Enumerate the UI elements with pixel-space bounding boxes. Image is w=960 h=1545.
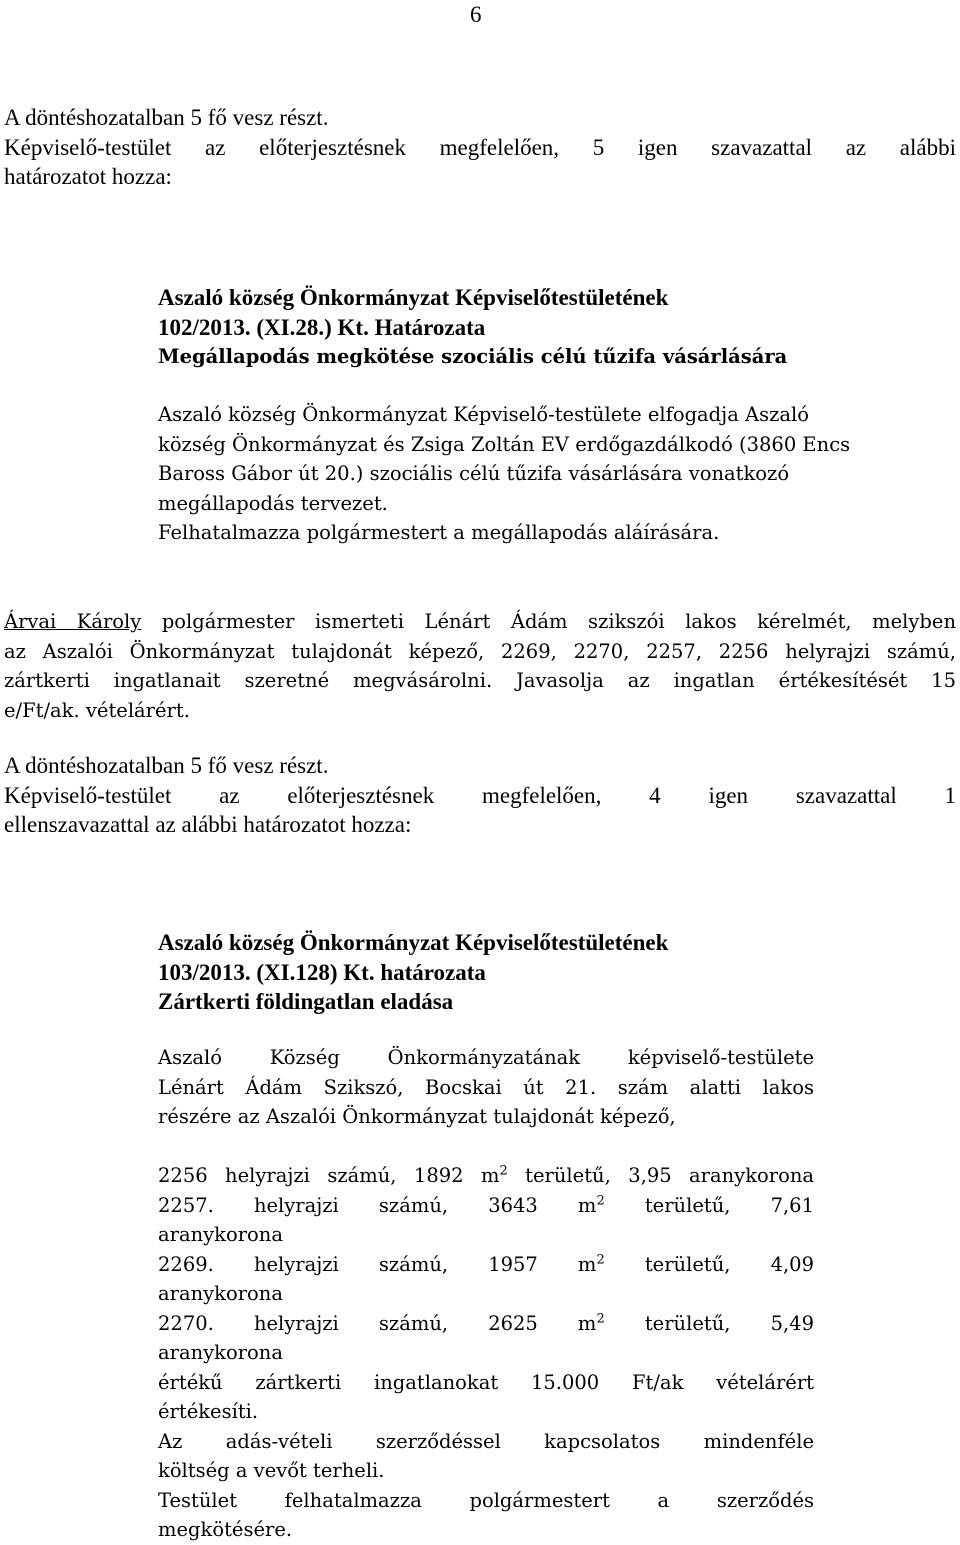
body-line: Baross Gábor út 20.) szociális célú tűzifa vásárlására vonatkozó	[158, 462, 790, 485]
mayor-line-end: e/Ft/ak. vételárért.	[4, 698, 190, 722]
resolution-title: Aszaló község Önkormányzat Képviselőtestületének	[158, 285, 669, 310]
resolution-102	[158, 283, 814, 372]
mayor-name: Árvai Károly	[4, 610, 142, 633]
parcel-line: 2270. helyrajzi számú, 2625 $m^2$ területű, 5,49	[158, 1311, 814, 1335]
resolution-102-body	[158, 400, 918, 548]
resolution-number: 103/2013. (XI.128) Kt. határozata	[158, 959, 486, 985]
attendance-line: A döntéshozatalban 5 fő vesz részt.	[4, 753, 329, 778]
intro-line: részére az Aszalói Önkormányzat tulajdonát képező,	[158, 1105, 676, 1128]
decision-paragraph-1	[4, 103, 956, 192]
parcel-line-wrap: aranykorona	[158, 1282, 283, 1305]
mayor-line: zártkerti ingatlanait szeretné megvásárolni. Javasolja az ingatlan értékesítését 15	[4, 669, 956, 692]
mayor-line-1	[4, 607, 956, 637]
vote-line-end: határozatot hozza:	[4, 164, 172, 189]
mayor-paragraph	[4, 607, 956, 725]
mayor-line-1-rest: polgármester ismerteti Lénárt Ádám szikszói lakos kérelmét, melyben	[141, 610, 956, 633]
intro-line: Aszaló Község Önkormányzatának képviselő-testülete	[158, 1046, 814, 1069]
closing-line: megkötésére.	[158, 1518, 293, 1541]
parcel-line: 2257. helyrajzi számú, 3643 $m^2$ területű, 7,61	[158, 1193, 814, 1217]
resolution-number: 102/2013. (XI.28.) Kt. Határozata	[158, 314, 486, 340]
vote-line: Képviselő-testület az előterjesztésnek megfelelően, 4 igen szavazattal 1	[4, 782, 956, 808]
vote-line: Képviselő-testület az előterjesztésnek megfelelően, 5 igen szavazattal az alábbi	[4, 134, 956, 160]
decision-paragraph-2	[4, 751, 956, 840]
resolution-103-intro	[158, 1043, 814, 1132]
resolution-title: Aszaló község Önkormányzat Képviselőtestületének	[158, 930, 669, 955]
attendance-line: A döntéshozatalban 5 fő vesz részt.	[4, 105, 329, 130]
resolution-subject: Zártkerti földingatlan eladása	[158, 989, 454, 1014]
intro-line: Lénárt Ádám Szikszó, Bocskai út 21. szám alatti lakos	[158, 1075, 814, 1099]
parcel-list	[158, 1161, 814, 1545]
resolution-103	[158, 928, 814, 1017]
parcel-line: 2256 helyrajzi számú, 1892 $m^2$ területű, 3,95 aranykorona	[158, 1163, 815, 1187]
parcel-line-wrap: aranykorona	[158, 1341, 283, 1364]
page-number: 6	[470, 2, 482, 27]
body-line: megállapodás tervezet.	[158, 491, 388, 515]
parcel-line: 2269. helyrajzi számú, 1957 $m^2$ területű, 4,09	[158, 1252, 814, 1276]
closing-line: Testület felhatalmazza polgármestert a szerződés	[158, 1488, 814, 1512]
closing-line: költség a vevőt terheli.	[158, 1459, 385, 1482]
body-line: Aszaló község Önkormányzat Képviselő-testülete elfogadja Aszaló	[158, 403, 809, 426]
body-line: Felhatalmazza polgármestert a megállapodás aláírására.	[158, 521, 720, 544]
mayor-line: az Aszalói Önkormányzat tulajdonát képező, 2269, 2270, 2257, 2256 helyrajzi számú,	[4, 639, 956, 663]
resolution-subject: Megállapodás megkötése szociális célú tűzifa vásárlására	[158, 345, 788, 368]
parcel-line-wrap: aranykorona	[158, 1223, 283, 1246]
body-line: község Önkormányzat és Zsiga Zoltán EV erdőgazdálkodó (3860 Encs	[158, 432, 851, 456]
closing-line: Az adás-vételi szerződéssel kapcsolatos mindenféle	[158, 1429, 814, 1453]
vote-line-end: ellenszavazattal az alábbi határozatot hozza:	[4, 812, 412, 837]
closing-line: értékű zártkerti ingatlanokat 15.000 Ft/ak vételárért	[158, 1370, 814, 1394]
closing-line: értékesíti.	[158, 1400, 259, 1423]
